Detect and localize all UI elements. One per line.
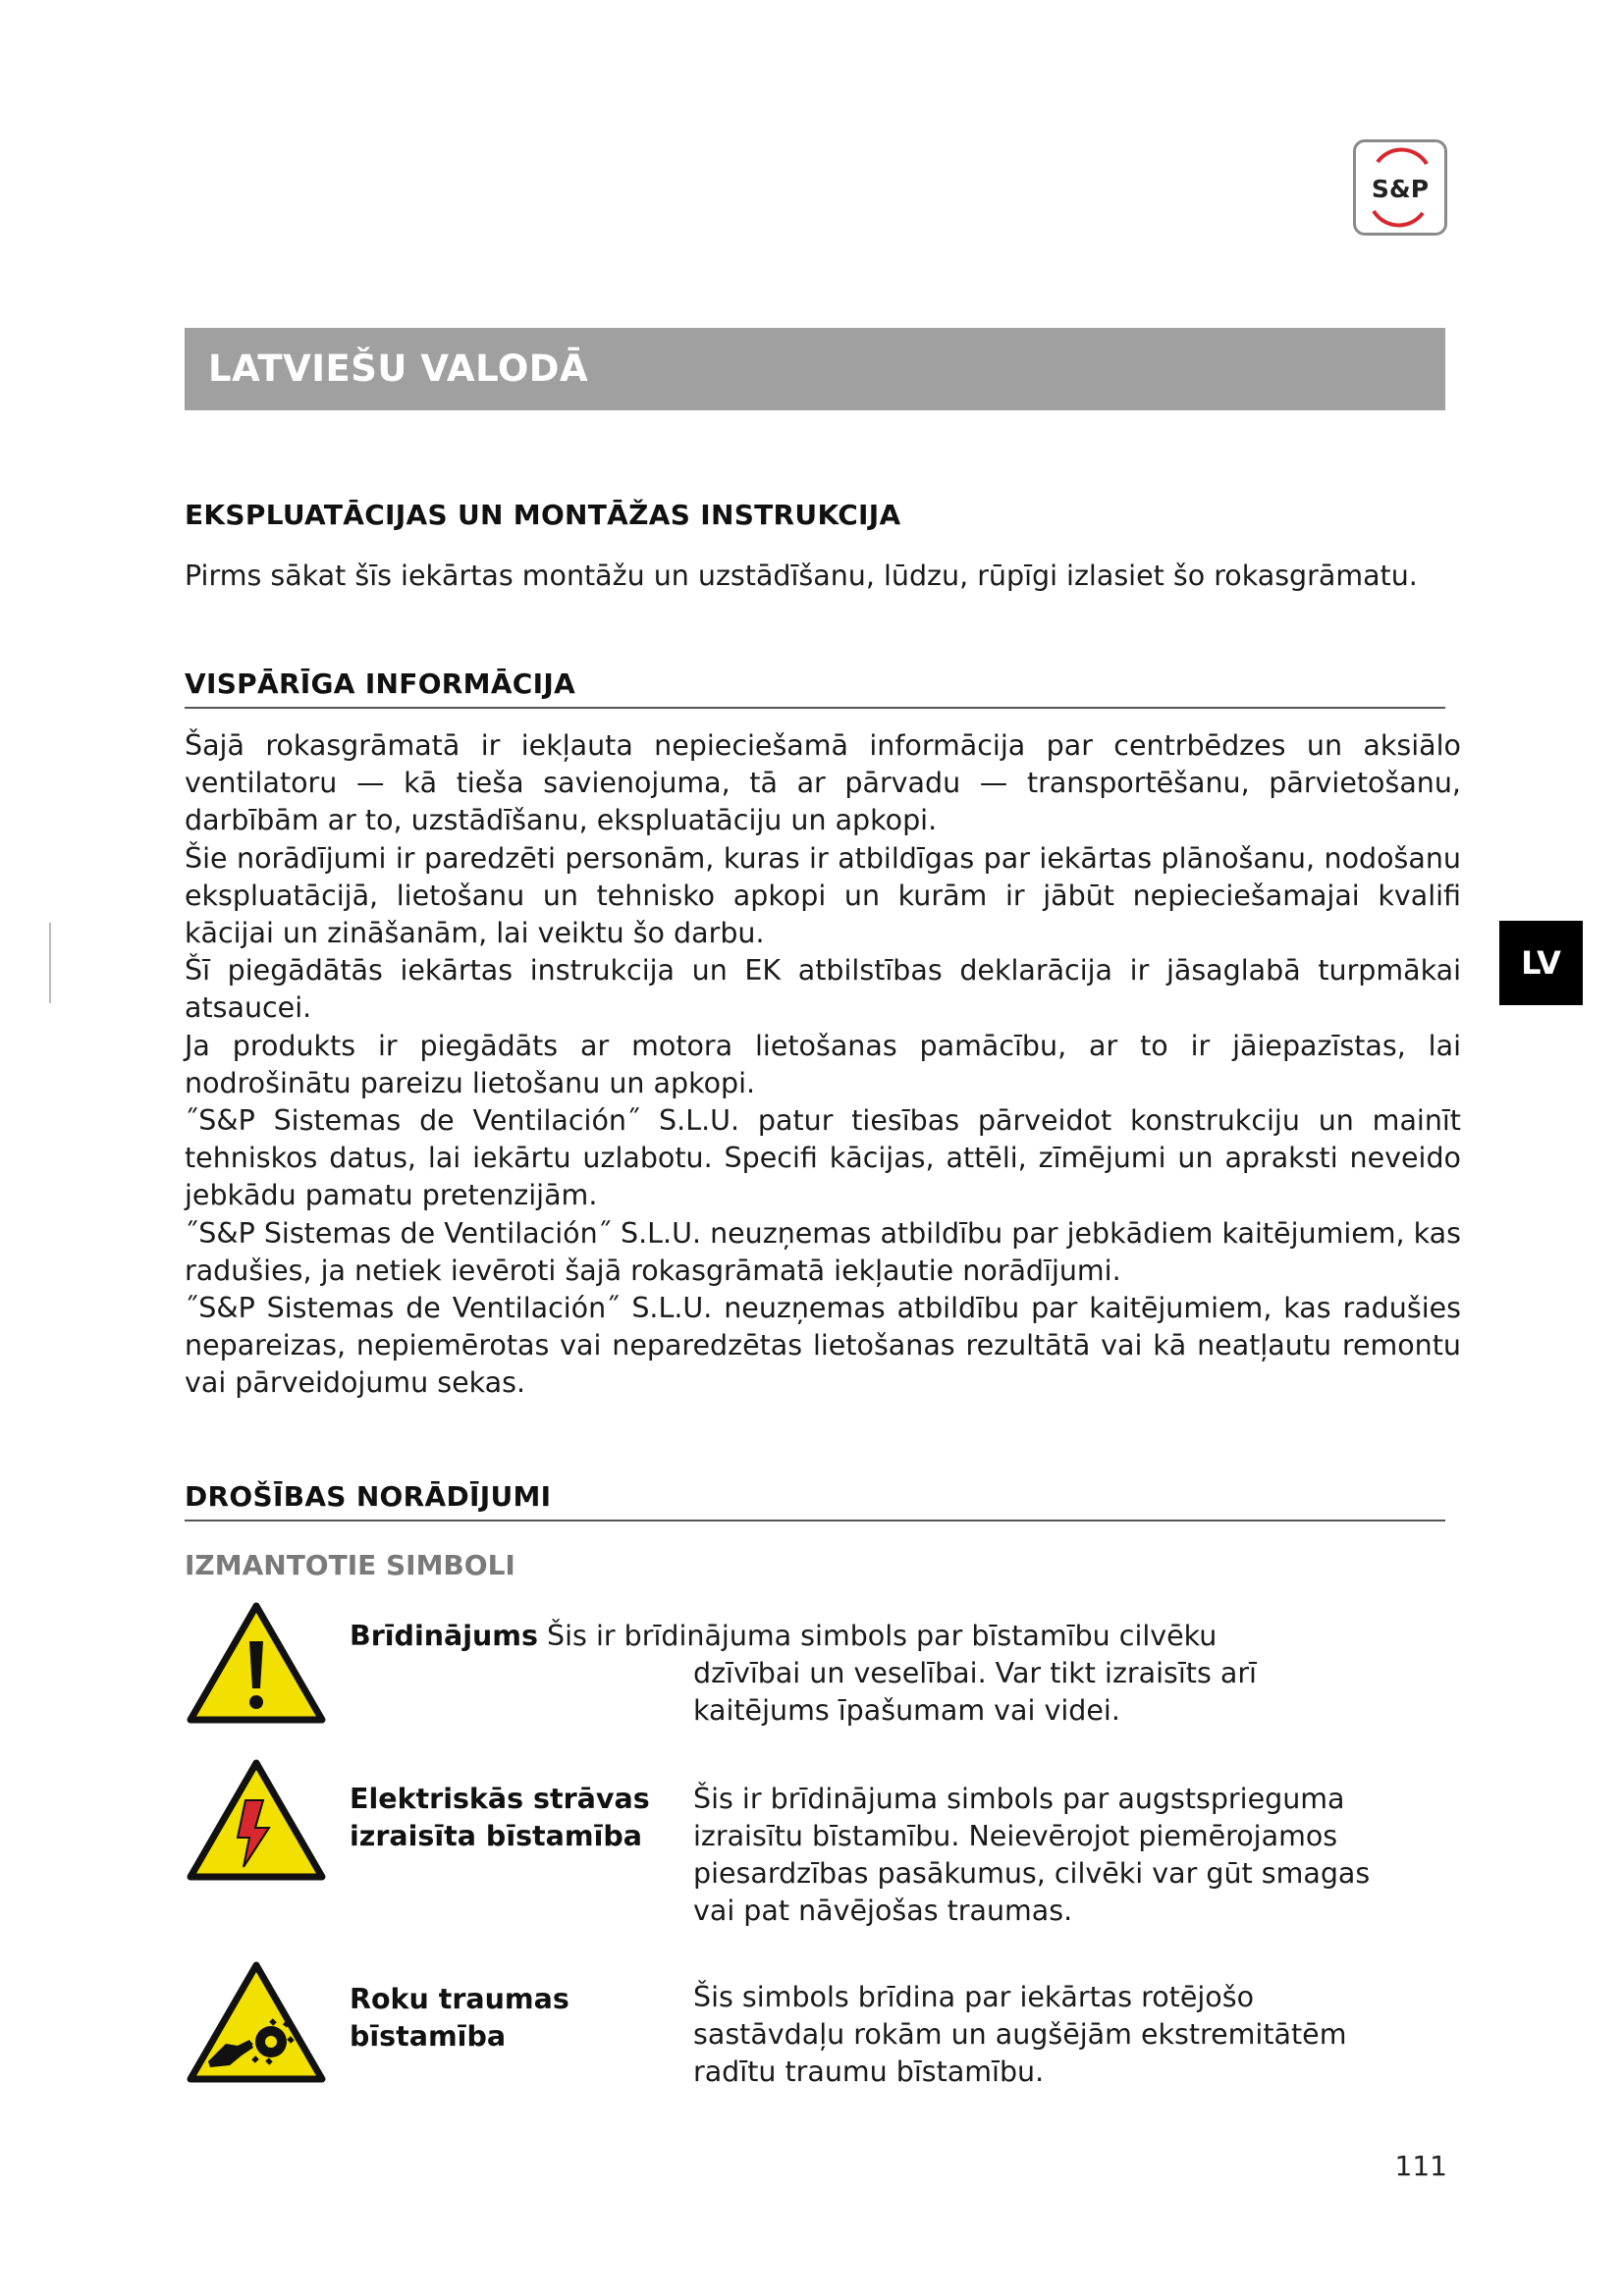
safety-heading: DROŠĪBAS NORĀDĪJUMI [185, 1480, 552, 1513]
electric-hazard-icon [187, 1757, 326, 1883]
warning-exclamation-icon [187, 1600, 326, 1726]
symbols-subheading: IZMANTOTIE SIMBOLI [185, 1549, 515, 1581]
general-info-heading: VISPĀRĪGA INFORMĀCIJA [185, 667, 576, 700]
symbol-name: Elektriskās strāvas izraisīta bīstamība [350, 1783, 650, 1852]
margin-line [49, 923, 51, 1003]
section-divider [185, 707, 1445, 709]
paragraph: Šī piegādātās iekārtas instrukcija un EK atbilstības deklarācija ir jāsaglabā turpmākai atsaucei. [185, 954, 1461, 1025]
page-number: 111 [1394, 2150, 1447, 2182]
language-banner [185, 328, 1445, 410]
logo-text: S&P [1371, 175, 1430, 203]
sp-logo [1353, 139, 1447, 236]
paragraph: Šajā rokasgrāmatā ir iekļauta nepieciešamā informācija par centrbēdzes un aksiālo ventilatoru — kā tieša savienojuma, tā ar pārvadu — transportēšanu, pārvietošanu, darbībām ar to, uzstādīšanu, ekspluatāciju un apkopi. [185, 729, 1461, 837]
installation-heading: EKSPLUATĀCIJAS UN MONTĀŽAS INSTRUKCIJA [185, 499, 901, 531]
paragraph: Ja produkts ir piegādāts ar motora lietošanas pamācību, ar to ir jāiepazīstas, lai nodrošinātu pareizu lietošanu un apkopi. [185, 1029, 1461, 1099]
paragraph: ˝S&P Sistemas de Ventilación˝ S.L.U. neuzņemas atbildību par jebkādiem kaitējumiem, kas radušies, ja netiek ievēroti šajā rokasgrāmatā iekļautie norādījumi. [185, 1216, 1461, 1287]
symbol-description: Šis ir brīdinājuma simbols par augstsprieguma izraisītu bīstamību. Neievērojot piemērojamos piesardzības pasākumus, cilvēki var gūt smagas vai pat nāvējošas traumas. [693, 1783, 1371, 1927]
paragraph: ˝S&P Sistemas de Ventilación˝ S.L.U. neuzņemas atbildību par kaitējumiem, kas radušies nepareizas, nepiemērotas vai neparedzētas lietošanas rezultātā vai kā neatļautu remontu vai pārveidojumu sekas. [185, 1292, 1461, 1400]
language-tab [1499, 921, 1583, 1005]
symbol-name: Roku traumas bīstamība [350, 1983, 569, 2053]
symbol-description-inline: Šis ir brīdinājuma simbols par bīstamību cilvēku [547, 1620, 1218, 1652]
installation-intro: Pirms sākat šīs iekārtas montāžu un uzstādīšanu, lūdzu, rūpīgi izlasiet šo rokasgrāmatu. [185, 560, 1418, 592]
symbol-description: Šis simbols brīdina par iekārtas rotējošo sastāvdaļu rokām un augšējām ekstremitātēm radītu traumu bīstamību. [693, 1981, 1347, 2088]
paragraph: Šie norādījumi ir paredzēti personām, kuras ir atbildīgas par iekārtas plānošanu, nodošanu ekspluatācijā, lietošanu un tehnisko apkopi un kurām ir jābūt nepieciešamajai kvalifi kācijai un zināšanām, lai veiktu šo darbu. [185, 841, 1461, 950]
symbol-warning-text [350, 1618, 1430, 1655]
section-divider [185, 1520, 1445, 1522]
sp-logo-graphic [1356, 142, 1444, 233]
language-tab-label: LV [1521, 944, 1561, 982]
hand-injury-hazard-icon [187, 1959, 326, 2085]
symbol-name: Brīdinājums [350, 1620, 538, 1652]
general-info-body [185, 727, 1461, 1403]
paragraph: ˝S&P Sistemas de Ventilación˝ S.L.U. patur tiesības pārveidot konstrukciju un mainīt tehniskos datus, lai iekārtu uzlabotu. Specifi kācijas, attēli, zīmējumi un apraksti neveido jebkādu pamatu pretenzijām. [185, 1104, 1461, 1212]
banner-title: LATVIEŠU VALODĀ [208, 347, 589, 390]
symbol-description: dzīvībai un veselībai. Var tikt izraisīts arī kaitējums īpašumam vai videi. [693, 1657, 1257, 1727]
